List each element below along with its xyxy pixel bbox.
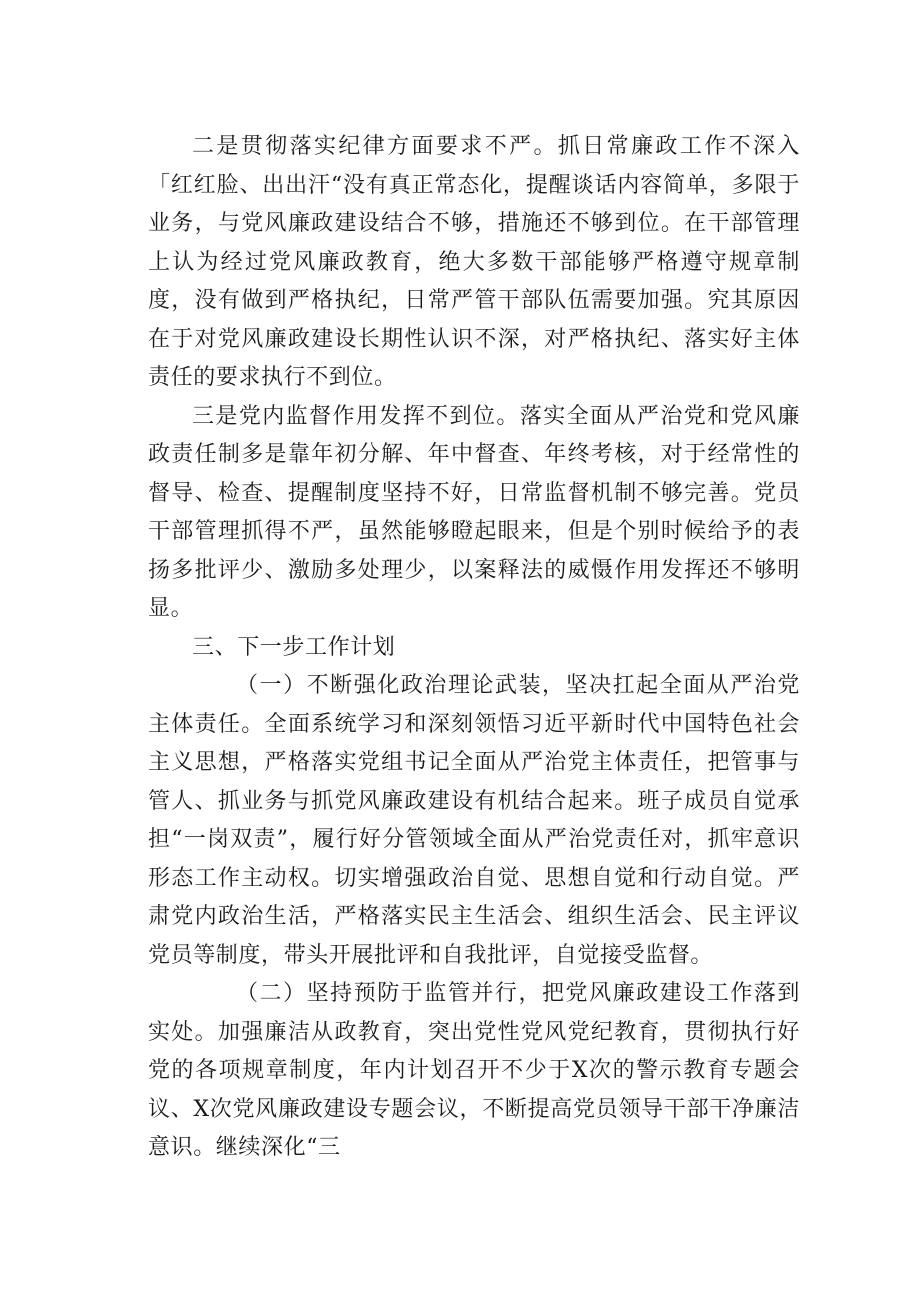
paragraph-plan-item-2: （二）坚持预防于监管并行，把党风廉政建设工作落到实处。加强廉洁从政教育，突出党性党风党纪教育，贯彻执行好党的各项规章制度，年内计划召开不少于X次的警示教育专题会议、X次党风廉政建设专题会议，不断提高党员领导干部干净廉洁意识。继续深化“三 — [148, 981, 800, 1160]
paragraph-plan-item-1: （一）不断强化政治理论武装，坚决扛起全面从严治党主体责任。全面系统学习和深刻领悟习近平新时代中国特色社会主义思想，严格落实党组书记全面从严治党主体责任，把管事与管人、抓业务与抓党风廉政建设有机结合起来。班子成员自觉承担“一岗双责”，履行好分管领域全面从严治党责任对，抓牢意识形态工作主动权。切实增强政治自觉、思想自觉和行动自觉。严肃党内政治生活，严格落实民主生活会、组织生活会、民主评议党员等制度，带头开展批评和自我批评，自觉接受监督。 — [148, 673, 800, 968]
paragraph-discipline: 二是贯彻落实纪律方面要求不严。抓日常廉政工作不深入「红红脸、出出汗“没有真正常态化，提醒谈话内容简单，多限于业务，与党风廉政建设结合不够，措施还不够到位。在干部管理上认为经过党风廉政教育，绝大多数干部能够严格遵守规章制度，没有做到严格执纪，日常严管干部队伍需要加强。究其原因在于对党风廉政建设长期性认识不深，对严格执纪、落实好主体责任的要求执行不到位。 — [148, 134, 800, 390]
section-heading-next-plan: 三、下一步工作计划 — [192, 634, 396, 660]
paragraph-supervision: 三是党内监督作用发挥不到位。落实全面从严治党和党风廉政责任制多是靠年初分解、年中督查、年终考核，对于经常性的督导、检查、提醒制度坚持不好，日常监督机制不够完善。党员干部管理抓得不严，虽然能够瞪起眼来，但是个别时候给予的表扬多批评少、激励多处理少，以案释法的威慑作用发挥还不够明显。 — [148, 403, 800, 621]
document-body — [148, 128, 800, 1168]
